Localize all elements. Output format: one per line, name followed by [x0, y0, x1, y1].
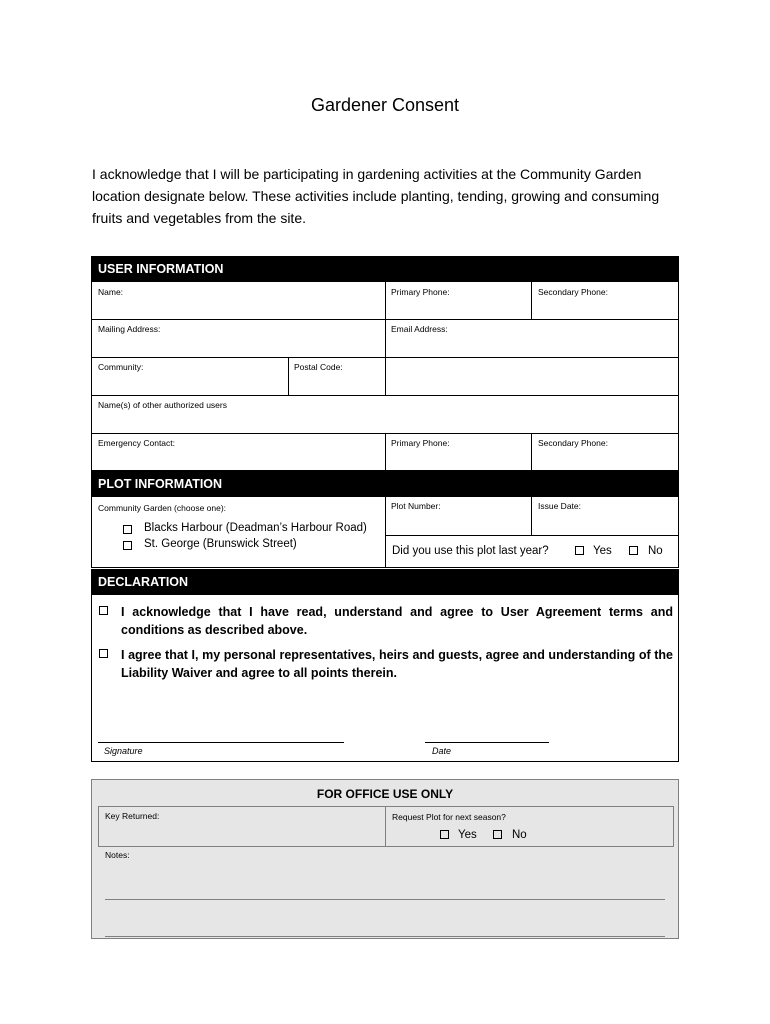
request-plot-label: Request Plot for next season?: [392, 812, 506, 822]
blacks-harbour-checkbox[interactable]: [123, 525, 132, 534]
plot-number-field[interactable]: Plot Number:: [391, 501, 441, 511]
request-plot-yes-label: Yes: [458, 829, 477, 841]
st-george-option: St. George (Brunswick Street): [144, 538, 297, 550]
st-george-checkbox[interactable]: [123, 541, 132, 550]
notes-label: Notes:: [105, 850, 130, 860]
liability-waiver-checkbox[interactable]: [99, 649, 108, 658]
date-label: Date: [432, 746, 452, 756]
user-agreement-statement: I acknowledge that I have read, understand and agree to User Agreement terms and conditions as described above.: [121, 605, 673, 637]
other-authorized-users-field[interactable]: Name(s) of other authorized users: [98, 400, 227, 410]
issue-date-field[interactable]: Issue Date:: [538, 501, 581, 511]
user-agreement-checkbox[interactable]: [99, 606, 108, 615]
email-address-field[interactable]: Email Address:: [391, 324, 448, 334]
declaration-section: [91, 594, 679, 762]
request-plot-yes-checkbox[interactable]: [440, 830, 449, 839]
office-row: [98, 806, 674, 847]
liability-waiver-statement: I agree that I, my personal representatives, heirs and guests, agree and understanding of the Liability Waiver and agree to all points therein.: [121, 648, 673, 680]
used-last-year-yes-label: Yes: [593, 545, 612, 557]
community-field[interactable]: Community:: [98, 362, 144, 372]
plot-information-section: [91, 496, 679, 568]
postal-code-field[interactable]: Postal Code:: [294, 362, 343, 372]
used-last-year-no-checkbox[interactable]: [629, 546, 638, 555]
secondary-phone-field[interactable]: Secondary Phone:: [538, 287, 608, 297]
blacks-harbour-option: Blacks Harbour (Deadman’s Harbour Road): [144, 522, 367, 534]
emergency-secondary-phone-field[interactable]: Secondary Phone:: [538, 438, 608, 448]
community-garden-label: Community Garden (choose one):: [98, 503, 227, 513]
used-last-year-yes-checkbox[interactable]: [575, 546, 584, 555]
emergency-primary-phone-field[interactable]: Primary Phone:: [391, 438, 450, 448]
user-information-header: USER INFORMATION: [91, 256, 679, 282]
user-information-section: [91, 281, 679, 471]
signature-label: Signature: [104, 746, 143, 756]
notes-line-2[interactable]: [105, 936, 665, 937]
notes-line-1[interactable]: [105, 899, 665, 900]
key-returned-field[interactable]: Key Returned:: [105, 811, 160, 821]
emergency-contact-field[interactable]: Emergency Contact:: [98, 438, 176, 448]
declaration-header: DECLARATION: [91, 569, 679, 595]
date-line[interactable]: [425, 742, 549, 743]
plot-information-header: PLOT INFORMATION: [91, 471, 679, 497]
intro-paragraph: I acknowledge that I will be participating in gardening activities at the Community Garden location designate below. These activities include planting, tending, growing and consuming fruits and vegetables from the site.: [92, 166, 660, 226]
used-last-year-no-label: No: [648, 545, 663, 557]
office-use-title: FOR OFFICE USE ONLY: [316, 787, 454, 801]
office-use-section: [91, 779, 679, 939]
primary-phone-field[interactable]: Primary Phone:: [391, 287, 450, 297]
signature-line[interactable]: [98, 742, 344, 743]
page-title: Gardener Consent: [310, 95, 460, 115]
mailing-address-field[interactable]: Mailing Address:: [98, 324, 161, 334]
used-last-year-label: Did you use this plot last year?: [392, 545, 549, 557]
request-plot-no-label: No: [512, 829, 527, 841]
name-field[interactable]: Name:: [98, 287, 124, 297]
request-plot-no-checkbox[interactable]: [493, 830, 502, 839]
